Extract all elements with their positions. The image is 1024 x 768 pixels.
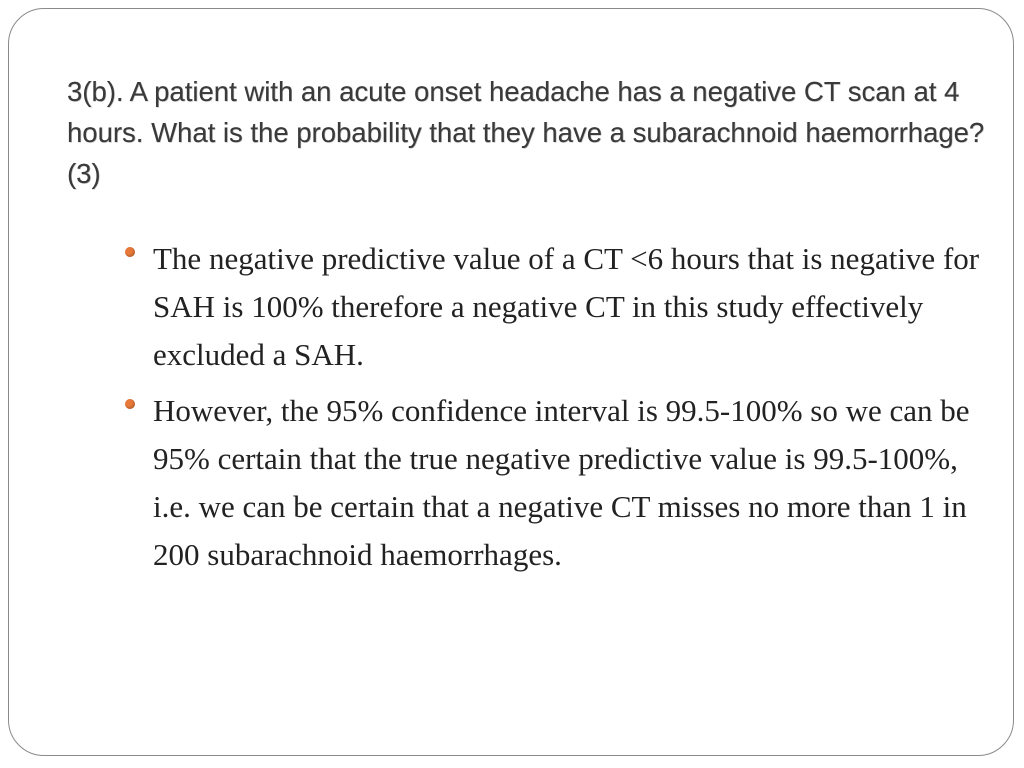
slide-title: 3(b). A patient with an acute onset headache has a negative CT scan at 4 hours. What is the probability that they have a subarachnoid haemorrhage? (3): [67, 76, 985, 189]
bullet-dot-icon: [125, 399, 135, 409]
slide-frame: [8, 8, 1014, 756]
bullet-text: The negative predictive value of a CT <6 hours that is negative for SAH is 100% therefore a negative CT in this study effectively excluded a SAH.: [153, 241, 980, 372]
bullet-dot-icon: [125, 247, 135, 257]
bullet-item-confidence-interval: [121, 387, 981, 579]
bullet-list: [121, 235, 981, 587]
bullet-text: However, the 95% confidence interval is 99.5-100% so we can be 95% certain that the true negative predictive value is 99.5-100%, i.e. we can be certain that a negative CT misses no more than 1 in 200 subarachnoid haemorrhages.: [153, 393, 970, 572]
bullet-item-npv: [121, 235, 981, 379]
